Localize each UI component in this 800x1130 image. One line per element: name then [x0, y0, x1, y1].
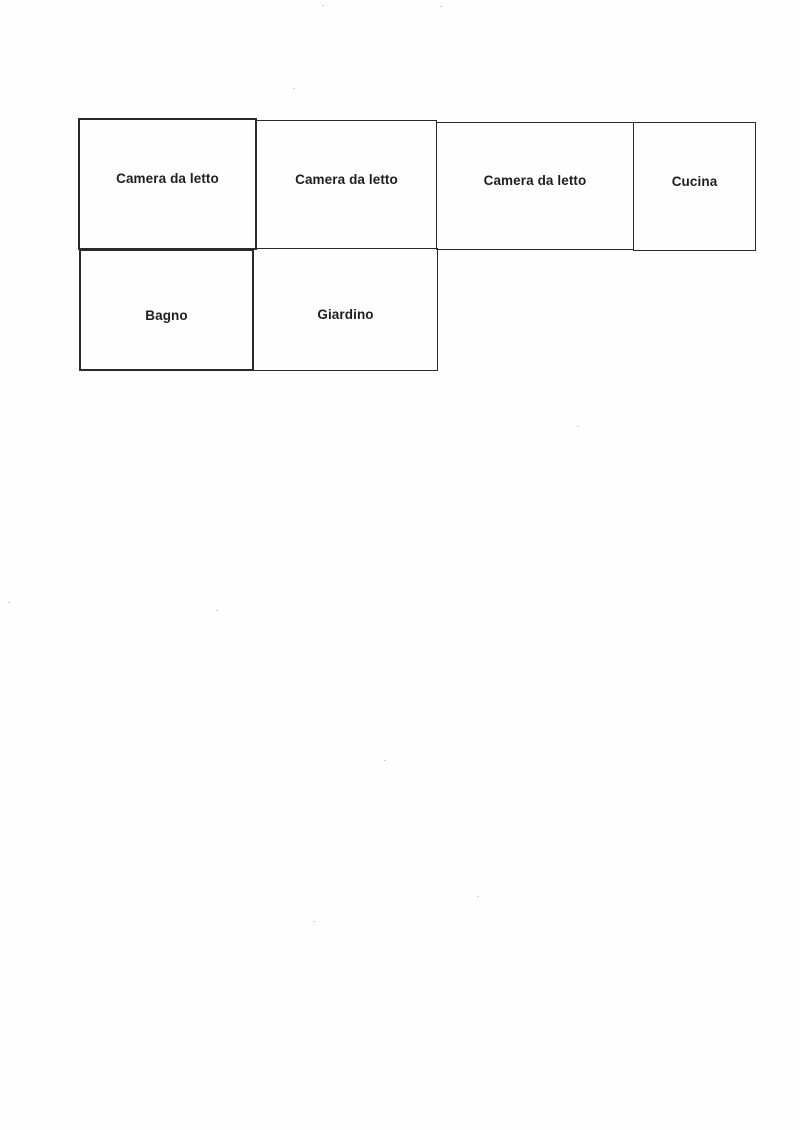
room-label: Camera da letto — [483, 173, 587, 188]
scan-speck — [322, 5, 324, 6]
room-cucina — [633, 122, 756, 251]
room-camera-da-letto-1 — [78, 118, 257, 250]
room-label: Giardino — [317, 307, 374, 322]
room-label: Camera da letto — [116, 170, 219, 186]
room-label: Bagno — [145, 307, 188, 323]
scan-speck — [216, 610, 218, 611]
room-giardino — [253, 248, 438, 371]
scan-speck — [440, 6, 442, 7]
room-label: Cucina — [671, 173, 718, 189]
scan-speck — [313, 921, 315, 922]
room-camera-da-letto-3 — [436, 122, 634, 250]
scan-speck — [8, 602, 10, 603]
scan-speck — [293, 88, 295, 89]
scan-speck — [477, 896, 479, 897]
scan-speck — [577, 426, 579, 427]
room-label: Camera da letto — [295, 171, 398, 187]
room-bagno — [79, 249, 254, 371]
scan-speck — [384, 760, 386, 761]
room-camera-da-letto-2 — [256, 120, 437, 249]
